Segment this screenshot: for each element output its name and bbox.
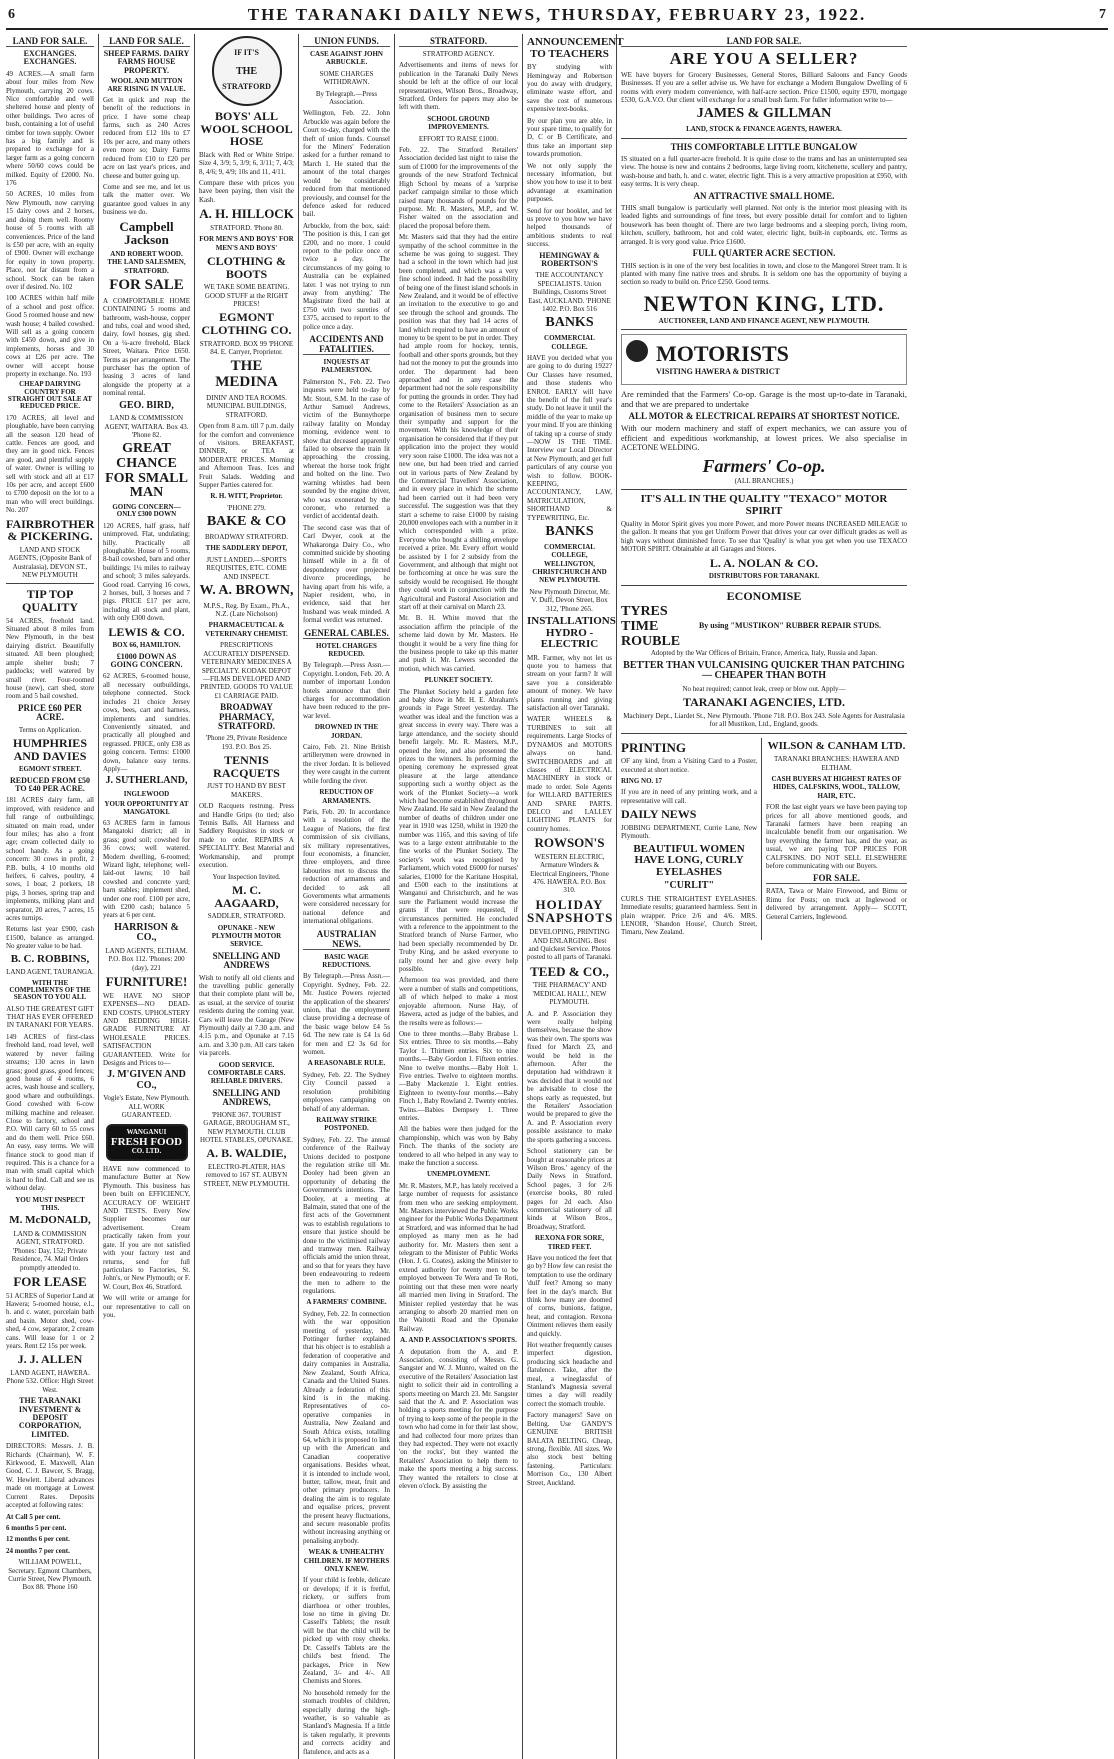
campbell-sub: AND ROBERT WOOD. THE LAND SALESMEN, STRATFORD.: [107, 249, 186, 275]
unemployment-heading: UNEMPLOYMENT.: [426, 1170, 491, 1179]
plunket-para-3: All the babies were then judged for the championship, which was won by Baby Finch. The thanks of the society are tendered to all who helped in any way to make the function a success.: [399, 1125, 518, 1167]
medina-heading: THE MEDINA: [215, 358, 278, 391]
plunket-heading: PLUNKET SOCIETY.: [424, 676, 493, 685]
mgiven-sub: Vogle's Estate, New Plymouth. ALL WORK GUARANTEED.: [103, 1094, 190, 1120]
egmont-clothing-sub: STRATFORD. BOX 99 'PHONE 84. E. Carryer, Proprietor.: [199, 339, 294, 357]
great-chance-heading: GREAT CHANCE FOR SMALL MAN: [105, 441, 188, 501]
plunket-para-1: The Plunket Society held a garden fete and baby show in Mr. H. E. Abraham's grounds in Page Street yesterday. The weather was ideal and the function was a great success in every way. There was a large attendance, and the society should benefit largely. Mr. R. Masters, M.P., opened the fete, and also presented the prizes to the winners. In performing the opening ceremony he expressed great pleasure at the large attendance supporting such a worthy object as the work of the Plunket Society—a work which had become established throughout New Zealand. He said in New Zealand the number of deaths of children under one year in 1910 was 1250, whilst in 1920 the number was 1165, and this saving of life was to a large extent attributable to the fine works of the Plunket Society. The society's work was recognised by Parliament, which voted £6000 for nurses' salaries, £1000 for the Karitane Hospital, and £500 each to the institutions at Wanganui and Christchurch, and he was sure the Parliament would increase the grants if that were requested, if circumstances permitted. He concluded with a reference to the appointment to the Stratford branch of Nurse Farmer, who had been specially recommended by Dr. Truby King, and he asked everyone to rally round her and give every help possible.: [399, 687, 518, 974]
fairbrother-name: FAIRBROTHER & PICKERING.: [6, 516, 95, 544]
small-home-heading: AN ATTRACTIVE SMALL HOME.: [693, 190, 835, 201]
price-line: PRICE £60 PER ACRE.: [17, 702, 82, 723]
arbuckle-para-2: Arbuckle, from the box, said: 'The position is this, I can get £200, and no more. I could report to the police once or twice a day. The circumstances of my going to Australia can be explained later. I was not trying to run away from anything.' The Magistrate fixed the bail at £750 with two sureties of £375, accused to report to the police once a day.: [303, 221, 390, 331]
logo-text-top: IF IT'S: [234, 48, 259, 57]
belting-text: Factory managers! Save on Belting. Use GANDY'S GENUINE BRITISH BALATA BELTING. Cheap, strong, flexible. All sizes. We also stock best belting fastening. Particulars: Morrison Co., 130 Albert Street, Auckland.: [527, 1411, 612, 1487]
nolan-name: L. A. NOLAN & CO.: [709, 555, 819, 570]
bake-heading: BAKE & CO: [206, 514, 287, 530]
reduced-heading: REDUCED FROM £50 TO £40 PER ACRE.: [10, 775, 90, 793]
magnesia-text: No household remedy for the stomach troubles of children, especially during the high-weather, is so valuable as Stanland's Magnesia. If a little is taken regularly, it prevents and corrects acidity and flatulence, and acts as a: [303, 1688, 390, 1756]
divider: [621, 733, 907, 734]
directors-text: DIRECTORS: Messrs. J. B. Richards (Chairman), W. F. Kirkwood, E. Maxwell, Alan Good, C. J. Bawcer, S. Bragg, W. Hewlett. Liberal advances made on mortgage at Lowest Current Rates. Deposits accepted at following rates:: [6, 1442, 94, 1510]
motorists-sub: VISITING HAWERA & DISTRICT: [656, 367, 780, 377]
effort-heading: EFFORT TO RAISE £1000.: [418, 134, 499, 143]
reductions-text: Get in quick and reap the benefit of the reductions in price. I have some cheap farms, such as 240 Acres reduced from £12 10s to £7 10s per acre, and many others even more so; Dairy Farms reduced from £10 to £20 per acre on last year's prices, and cheese and butter going up.: [103, 95, 190, 180]
motorists-ad: [621, 334, 907, 384]
wilson-canham-text: FOR the last eight years we have been paying top prices for all above mentioned goods, and Taranaki farmers have been reaping an incalculable benefit from our organisation. We buy everything the farmer has, and the year, as usual, we are paying TOP PRICES FOR CALFSKINS. DO NOT SELL ELSEWHERE before communicating with our Buyers.: [766, 803, 907, 870]
sutherland-name: J. SUTHERLAND,: [105, 775, 188, 787]
weak-children-text: If your child is feeble, delicate or develops; if it is fretful, rickety, or suffers from diarrhoea or other troubles, lose no time in giving Dr. Cassell's Tablets; the result will be that the child will be picked up with rosy cheeks. Dr. Cassell's Tablets are the child's best friend. The packages, Price in New Zealand, 3/- and 4/-. All Chemists and Stores.: [303, 1576, 390, 1686]
holiday-snapshots-heading: HOLIDAY SNAPSHOTS: [527, 896, 614, 926]
newton-king-sub: AUCTIONEER, LAND AND FINANCE AGENT, NEW PLYMOUTH.: [658, 316, 870, 325]
broadway-pharmacy: BROADWAY PHARMACY, STRATFORD.: [217, 702, 276, 732]
allen-name: J. J. ALLEN: [17, 1352, 83, 1367]
ad-63-acres: 63 ACRES farm in famous Mangatoki district; all in grass; good soil; cowshed for 36 cows; well watered. Modern dwelling, 6-roomed; Wizard light, telephone; well-laid-out lawns; 10 bail cowshed and concrete yard; barn stables; implement shed, under one roof. £100 per acre, with £200 cash; balance 5 years at 6 per cent.: [103, 818, 190, 920]
waldie-name: A. B. WALDIE,: [206, 1146, 287, 1161]
exchanges-heading: EXCHANGES. EXCHANGES.: [23, 49, 77, 67]
rate-1: At Call 5 per cent.: [6, 1512, 61, 1521]
concern-heading: £1000 DOWN AS GOING CONCERN.: [110, 651, 183, 670]
teachers-para-3: We not only supply the necessary information, but show you how to use it to best advantage at examination purposes.: [527, 161, 612, 204]
broadway-sub: 'Phone 29, Private Residence 193. P.O. Box 25.: [205, 734, 288, 751]
arbuckle-para-1: Wellington, Feb. 22. John Arbuckle was again before the Court to-day, charged with the theft of union funds. Counsel for the Miners' Federation asked for a further remand to March 1. He stated that the amount of the total charges would be considerably reduced from that mentioned previously, and counsel for the defence asked for reduced bail.: [303, 109, 390, 219]
hot-weather-text: Hot weather frequently causes imperfect digestion, producing sick headache and flatulence. Take, after the meal, a wineglassful of Stanland's Magnesia several times a day will readily correct the stomach trouble.: [527, 1341, 612, 1408]
for-lease-heading: FOR LEASE: [13, 1274, 87, 1289]
tip-top-heading: TIP TOP QUALITY: [21, 587, 78, 615]
quarter-acre-heading: FULL QUARTER ACRE SECTION.: [692, 248, 836, 259]
banks-text: HAVE you decided what you are going to do during 1922? Our Classes have resumed, and those students who ENROL EARLY will have the benefit of the full year's study. Do not leave it until the middle of the year to make up your mind. If you are thinking of taking up a course of study—NOW IS THE TIME. Interview our Local Director at New Plymouth, and get full particulars of any course you wish to follow. BOOK-KEEPING, ACCOUNTANCY, LAW, MATRICULATION, SHORTHAND & TYPEWRITING, Etc.: [527, 353, 612, 522]
ad-49-acres: 49 ACRES.—A small farm about four miles from New Plymouth, carrying 20 cows. Nice comfortable and well sheltered house and plenty of other buildings. Two acres of bush, containing a lot of useful timber for town supply. Owner has a big family and is prepared to exchange for a larger farm as a going concern where 50/60 cows could be milked. Equity of £2000. No. 176: [6, 69, 94, 188]
banks-director: New Plymouth Director, Mr. V. Duff, Devon Street, Box 312, 'Phone 265.: [529, 587, 610, 613]
powell-secretary: WILLIAM POWELL, Secretary. Egmont Chambers, Currie Street, New Plymouth. Box 88. 'Phone 160: [8, 1558, 92, 1592]
inspection-line: Your Inspection Invited.: [212, 872, 281, 881]
opunake-heading: OPUNAKE - NEW PLYMOUTH MOTOR SERVICE.: [211, 923, 282, 949]
armaments-text: Paris, Feb. 20. In accordance with a resolution of the League of Nations, the first commission of six civilians, six military representatives, four economists, a financier, three employers, and three labourites met to discuss the reduction of armaments and decided to ask all Governments what armaments were considered necessary for national defence and international obligations.: [303, 807, 390, 926]
taranaki-agencies-sub: Machinery Dept., Liardet St., New Plymouth. 'Phone 718. P.O. Box 243. Sole Agents for Australasia for all Mustikon, Ltd., England, goods.: [623, 711, 905, 729]
charges-heading: SOME CHARGES WITHDRAWN.: [319, 69, 374, 87]
good-service: GOOD SERVICE. COMFORTABLE CARS. RELIABLE DRIVERS.: [207, 1060, 286, 1086]
rexona-text: Have you noticed the feet that go by? How few can resist the temptation to use the ordinary 'dull' feet? Among so many feet in the day's march. But think how many are doomed of corns, bunions, fatigue, heat, and contagion. Rexona Ointment relieves them easily and quickly.: [527, 1253, 612, 1338]
tyres-time-rouble: TYRES TIME ROUBLE: [621, 604, 681, 649]
masthead: [6, 4, 1108, 30]
compare-prices: Compare these with prices you have been paying, then visit the Kash.: [199, 179, 294, 204]
no-heat-text: No heat required; cannot leak, creep or blow out. Apply—: [682, 684, 846, 693]
motor-service-text: Wish to notify all old clients and the travelling public generally that their complete plant will be, as usual, at the service of tourist residents during the coming year. Cars will leave the Garage (New Plymouth) daily at 7.30 a.m. and 4.15 p.m., and Opunake at 7.15 a.m. and 3.30 p.m. All cars taken via parcels.: [199, 973, 294, 1058]
school-para-2: Mr. Masters said that they had the entire sympathy of the school committee in the scheme he was going to suggest. They had a school in the town which had just been completed, and which was a very fine school indeed. It had the possibility of being one of the finest island schools in New Zealand, and it would be of effective an invitation to the executive to go and see through the school and grounds. The position was that they had 14 acres of land which required to have an amount of money to be spent to be put in order. They had ample room for hockey, tennis, football and other sports grounds, but they had not the money to put the grounds into order. The department had been approached and in any case the department had not the sole responsibility for putting the grounds in order. They had come to the Retailers' Association as an organisation of business men to secure their sympathy and support for the movement. With his knowledge of their organisation he considered that if they put application into the project they would very soon raise £1000. The idea was not a new one, but had been tried and carried out in various parts of New Zealand by the Commercial Travellers' Association, and in every place in which the scheme had been carried out it had been very successful. The suggestion was that they start a scheme to raise £1000 by raising 20,000 envelopes each with a number in it which corresponded with a prize. Everyone who bought a shilling envelope received a prize. Mr. Every effort would be assisted by 1 for 2 subsidy from the Government, and although that might not be forthcoming at once he was sure the subsidy would be recognised. He thought they could work in conjunction with the Agricultural and Pastoral Association and start off at their carnival on March 23.: [399, 233, 518, 611]
wilson-canham-sub: TARANAKI BRANCHES: HAWERA AND ELTHAM.: [773, 755, 900, 772]
egmont-street: EGMONT STREET.: [18, 765, 82, 774]
agency-text: Advertisements and items of news for publication in the Taranaki Daily News should be left at the office of our local representatives, Wilson Bros., Broadway, Stratford. Orders for papers may also be left with them.: [399, 61, 518, 112]
hemingway-name: HEMINGWAY & ROBERTSON'S: [539, 250, 600, 269]
campbell-jackson-name: Campbell Jackson: [119, 218, 174, 248]
teachers-para-2: By our plan you are able, in your spare time, to qualify for D, C or B Certificate, and thus take an important step towards promotion.: [527, 116, 612, 159]
aagaard-sub: SADDLER, STRATFORD.: [207, 912, 286, 921]
james-gillman-name: JAMES & GILLMAN: [696, 106, 832, 122]
lewis-name: LEWIS & CO.: [108, 624, 185, 639]
stationery-text: School stationery can be bought at reasonable prices at Wilson Bros.' agency of the Daily News in Stratford. School pages, 3 for 2/6 (exercise books, 80 ruled pages for 2d each. Also commercial stationery of all kinds at Wilson Bros., Broadway, Stratford.: [527, 1147, 612, 1231]
teed-name: TEED & CO.,: [530, 963, 609, 979]
clothing-boots-heading: CLOTHING & BOOTS: [206, 254, 286, 281]
rowson-sub: WESTERN ELECTRIC, Armature Winders & Electrical Engineers, 'Phone 476. HAWERA. P.O. Box 310.: [530, 852, 609, 895]
drowned-heading: DROWNED IN THE JORDAN.: [314, 723, 379, 740]
egmont-clothing-name: EGMONT CLOTHING CO.: [201, 310, 292, 338]
furniture-text: WE HAVE NO SHOP EXPENSES—NO DEAD-END COSTS. UPHOLSTERY AND BEDDING HIGH-GRADE FURNITURE AT WHOLESALE PRICES. SATISFACTION GUARANTEED. Write for Designs and Prices to—: [103, 991, 190, 1067]
plunket-para-2: Afternoon tea was provided, and there were a number of stalls and competitions, all of which helped to make a most enjoyable afternoon. Nurse Hay, of Hawera, acted as judge of the babies, and the results were as follows:—: [399, 976, 518, 1027]
reasonable-heading: A REASONABLE RULE.: [307, 1059, 386, 1068]
for-sale-heading: FOR SALE: [109, 277, 184, 294]
daily-news-sub: JOBBING DEPARTMENT, Currie Lane, New Plymouth.: [621, 823, 757, 841]
harrison-sub: LAND AGENTS, ELTHAM. P.O. Box 112. 'Phones: 200 (day), 221: [105, 946, 188, 972]
medina-sub: DININ' AND TEA ROOMS. MUNICIPAL BUILDINGS, STRATFORD.: [206, 393, 287, 419]
curlit-text: CURLS THE STRAIGHTEST EYELASHES. Immediate results; guaranteed harmless. Sent in plain wrapper. Price 2/6 and 4/6. MRS. LENOIR, 'Shandon House', Church Street, Timaru, New Zealand.: [621, 894, 757, 937]
allen-sub: LAND AGENT, HAWERA. Phone 532. Office: High Street West.: [6, 1369, 94, 1394]
drowned-text: Cairo, Feb. 21. Nine British artillerymen were drowned in the river Jordan. It is believed they were caught in the current while fording the river.: [303, 743, 390, 785]
strike-text: Sydney, Feb. 22. The annual conference of the Railway Unions decided to postpone the regulation strike till Mr. Dooley had been given an opportunity of debating the Government's intentions. The Dooley, at a meeting at Balmain, stated that one of the first acts of the Government was to establish regulations to ensure that justice should be done to the victimised railway and tramway men. Railway officials amid the union threat, and so that for years they have been endeavouring to redeem the men to adhere to the regulations.: [303, 1135, 390, 1296]
printing-text-2: If you are in need of any printing work, and a representative will call.: [621, 788, 757, 805]
hotel-heading: HOTEL CHARGES REDUCED.: [316, 641, 377, 658]
representative-text: We will write or arrange for our representative to call on you.: [103, 1294, 190, 1319]
robbins-sub: LAND AGENT, TAURANGA.: [6, 968, 94, 977]
hillock-sub: STRATFORD. 'Phone 80.: [210, 223, 283, 232]
rate-2: 6 months 5 per cent.: [6, 1523, 67, 1532]
lewis-sub: BOX 66, HAMILTON.: [112, 641, 181, 650]
terms-line: Terms on Application.: [18, 725, 82, 734]
saddlery-depot: THE SADDLERY DEPOT,: [205, 544, 288, 553]
stratford-kash-logo: [212, 36, 282, 106]
brown-name: W. A. BROWN,: [199, 582, 294, 598]
racquets-text: OLD Racquets restrung. Press and Handle Grips (to tied; also Tennis Balls. All Harness and Saddlery Requisites in stock or made to order. REPAIRS A SPECIALITY. Best Material and Workmanship, and prompt execution.: [199, 802, 294, 870]
hillock-name: A. H. HILLOCK: [199, 206, 294, 222]
harrison-name: HARRISON & CO.,: [114, 921, 179, 944]
col1-header: LAND FOR SALE.: [6, 36, 94, 47]
ad-149-acres: 149 ACRES of first-class freehold land, road level, well watered by never failing streams; 130 acres in lawn grass; good grass, good fences; good house of 4 rooms, 6 acres, wash house and scullery, good whare and outbuildings. Good cowshed with 6-cow milking machine and releaser. Close to factory, school and P.O. Will carry 60 to 55 cows and do them well. Price £60. An easy, easy terms. We will finance stock to good man if required. This is a chance for a man with small capital which is hard to find. Call and see us without delay.: [6, 1032, 94, 1193]
bottom-split: [621, 738, 907, 940]
ap-association-text: A. and P. Association they were really helping themselves, because the show was their own. The sports was fixed for March 23, and would be held in the afternoon. After the deputation had withdrawn it was decided that it would not be advisable to close the shops early as requested, but the Retailers' Association would be prepared to give the A. and P. Association every possible assistance to make the sports gathering a success.: [527, 1009, 612, 1144]
car-icon: [626, 340, 648, 362]
ad-100-acres: 100 ACRES within half mile of a school and post office. Good 5 roomed house and new wash house; 4 bailed cowshed. Will sell as a going concern with £450 down, and give in implements, horses and 30 cows at £26 per acre. The owner will accept house property in exchange. No. 193: [6, 294, 94, 378]
wilson-canham-section: [766, 738, 907, 940]
firewood-text: RATA, Tawa or Maire Firewood, and Bimu or Rimu for Posts; on truck at Inglewood or delivered by arrangement. Apply— SCOTT, General Carriers, Inglewood.: [766, 887, 907, 921]
sports-requisites: JUST LANDED.—SPORTS REQUISITES, ETC. COME AND INSPECT.: [206, 555, 287, 581]
installations-para-1: MR. Farmer, why not let us quote you to harness that stream on your farm? It will save you a considerable amount of money. We have plants running and giving satisfaction all over Taranaki.: [527, 653, 612, 713]
announcement-heading: ANNOUNCEMENT TO TEACHERS: [527, 36, 624, 60]
columns-7-8: [621, 34, 911, 1759]
ad-181-acres: 181 ACRES dairy farm, all improved, with residence and full range of outbuildings; situated on main road, under four miles; has also a front age; cream collected daily to school handy. As a going concern: 30 cows in profit, 2 P.B. bulls, 4 10 months old heifers, 6 calves, poultry, 4 sows, 1 boar, 2 porkers, 18 pigs, 3 horses, spring trap and implements, milking plant and separator, 20 acres, 7 acres, 15 acres turnips.: [6, 796, 94, 923]
small-home-text: THIS small bungalow is particularly well planned. Not only is the interior most pleasing with its leaded lights and surroundings of fine trees, but every possible detail for comfort and to lighten housework has been thought of. There are two large bedrooms and a sleeping porch, living room, kitchen, scullery, bathroom, hot and cold water, electric light, built-in cupboards, etc. Terms as arranged. It is very good value. Price £1600.: [621, 204, 907, 246]
humphries-name: HUMPHRIES AND DAVIES: [12, 736, 87, 763]
going-concern-heading: GOING CONCERN—ONLY £300 DOWN: [112, 503, 181, 519]
school-para-1: Feb. 22. The Stratford Retailers' Association decided last night to raise the sum of £1000 for the improvements of the grounds of the new Stratford Technical High School by means of a 'surprise packet' campaign similar to those which raised many thousands of pounds for the purpose. Mr. R. Masters, M.P., and W. Fisher waited on the association and placed the proposal before them.: [399, 146, 518, 230]
teachers-para-4: Send for our booklet, and let us prove to you how we have helped thousands of ambitious students to real success.: [527, 206, 612, 249]
columns: [6, 34, 1108, 1756]
aagaard-name: M. C. AAGAARD,: [214, 882, 279, 910]
banks-sub-2: COMMERCIAL COLLEGE, WELLINGTON, CHRISTCHURCH AND NEW PLYMOUTH.: [532, 542, 607, 585]
teed-sub: 'THE PHARMACY' AND 'MEDICAL HALL', NEW PLYMOUTH.: [532, 981, 607, 1007]
clothing-sub: WE TAKE SOME BEATING. GOOD STUFF at the RIGHT PRICES!: [203, 283, 290, 309]
quarter-acre-text: THIS section is in one of the very best localities in town, and close to the Mangorei Street tram. It is planted with many fine native trees and shrubs. It is seldom one has the opportunity of buying a section so ready to build on. Price £250. Good terms.: [621, 261, 907, 287]
inquests-para-1: Palmerston N., Feb. 22. Two inquests were held to-day by Mr. Stout, S.M. In the case of Arthur Samuel Andrews, victim of the Bunnythorpe railway fatality on Monday morning, evidence went to show that deceased apparently failed to observe the train lit approaching the crossing, whereat the horse took fright and bolted on the line. Two warning whistles had been sounded by the engine driver, who was exonerated by the coroner, who returned a verdict of accidental death.: [303, 377, 390, 521]
column-6: [527, 34, 624, 1759]
printing-heading: PRINTING: [621, 739, 687, 755]
cheap-dairying-heading: CHEAP DAIRYING COUNTRY FOR STRAIGHT OUT SALE AT REDUCED PRICE.: [7, 380, 93, 411]
logo-bottom-text: CO. LTD.: [131, 1147, 162, 1156]
nolan-sub: DISTRIBUTORS FOR TARANAKI.: [708, 572, 820, 581]
banks-heading-1: BANKS: [545, 315, 594, 331]
hemingway-sub: THE ACCOUNTANCY SPECIALISTS. Union Buildings, Customs Street East, AUCKLAND. 'PHONE 1402. P.O. Box 516: [528, 271, 611, 314]
bake-sub: BROADWAY STRATFORD.: [204, 532, 289, 541]
bird-sub: LAND & COMMISSION AGENT, WAITARA. Box 43. 'Phone 82.: [104, 414, 189, 439]
inquests-heading: INQUESTS AT PALMERSTON.: [321, 358, 372, 375]
come-see-text: Come and see me, and let us talk the matter over. We guarantee good values in any business we do.: [103, 182, 190, 217]
logo-top-text: WANGANUI: [126, 1127, 167, 1136]
ad-120-acres: 120 ACRES, half grass, half unimproved. Flat, undulating; hilly. Practically all ploughable. House of 5 rooms, 8-bail cowshed, barn and other buildings; 1¼ miles to railway and school; 3 miles saleyards. Good road. Carrying 16 cows, 2 horses, bull, 3 horses and 7 pigs. PRICE £17 per acre, including all stock and plant, with only £300 down.: [103, 521, 190, 623]
sports-heading: A. AND P. ASSOCIATION'S SPORTS.: [400, 1336, 517, 1345]
union-funds-heading: UNION FUNDS.: [303, 36, 390, 47]
teachers-para-1: BY studying with Hemingway and Robertson you do away with drudgery, eliminate waste effort, and save the cost of numerous expensive text-books.: [527, 63, 612, 114]
mustikon-text: By using "MUSTIKON" RUBBER REPAIR STUDS.: [698, 620, 882, 630]
furniture-heading: FURNITURE!: [105, 974, 188, 990]
mgiven-name: J. M'GIVEN AND CO.,: [107, 1069, 186, 1091]
col2-header: LAND FOR SALE.: [103, 36, 190, 47]
brown-sub: M.P.S., Reg. By Exam., Ph.A., N.Z. (Late Nicholson): [203, 601, 290, 619]
better-than-heading: BETTER THAN VULCANISING QUICKER THAN PATCHING — CHEAPER THAN BOTH: [623, 659, 905, 682]
ad-54-acres: 54 ACRES, freehold land. Situated about 8 miles from New Plymouth, in the best dairying district. Beautifully situated. All been ploughed; ample shelter bush; 7 paddocks; well watered by small river. Four-roomed house (new), cart shed, store room and 5 bail cowshed.: [6, 616, 94, 701]
ad-170-acres: 170 ACRES, all level and ploughable, have been carrying all the season 120 head of cattle. Fences are good, and they are in good nick. Fences are good, and plentiful supply of water. Owner is willing to sell with stock and all at £17 10s per acre, and accept £600 to £700 deposit on the lot to a man who will erect buildings. No. 207: [6, 413, 94, 515]
inquests-para-2: The second case was that of Carl Dwyer, cook at the Whakaronga Dairy Co., who committed suicide by shooting himself while in a fit of despondency over projected divorce proceedings, he having apart from his wife, a Napier resident, who, in evidence, said that her husband was weak minded. A formal verdict was returned.: [303, 523, 390, 625]
school-ground-heading: SCHOOL GROUND IMPROVEMENTS.: [427, 114, 490, 132]
weak-children-heading: WEAK & UNHEALTHY CHILDREN. IF MOTHERS ONLY KNEW.: [303, 1548, 390, 1574]
wage-text: By Telegraph.—Press Assn.—Copyright. Sydney, Feb. 22. Mr. Justice Powers rejected the application of the shearers' union, that the employment clause providing a decrease of the basic wage below £4 5s 6d. The new rate is £4 1s 6d for men and £2 3s 6d for women.: [303, 972, 390, 1057]
case-heading: CASE AGAINST JOHN ARBUCKLE.: [309, 50, 383, 67]
by-telegraph: By Telegraph.—Press Association.: [315, 89, 378, 107]
hotel-text: By Telegraph.—Press Assn.—Copyright. London, Feb. 20. A number of important London hotels announce that their charges for accommodation have been reduced to the pre-war level.: [303, 661, 390, 720]
strike-heading: RAILWAY STRIKE POSTPONED.: [316, 1115, 377, 1133]
butter-text: HAVE now commenced to manufacture Butter at New Plymouth. This business has been built on EFFICIENCY, ACCURACY OF WEIGHT AND TESTS. Every New Supplier becomes our advertisement. Cream practically taken from your gate. If you are not satisfied with your factory test and returns, send for full particulars to Factories, St. John's, or New Plymouth; or F. W. Court, Box 46, Stratford.: [103, 1165, 190, 1291]
seller-text: WE have buyers for Grocery Businesses, General Stores, Billiard Saloons and Fancy Goods Businesses. If you are a seller advise us. We have for exchange a Modern Bungalow Dwelling of 6 rooms with every modern convenience, with half-acre section. Price £1500, equity £970, mortgage £530, G.A.V.O. Our client will exchange for a small bush farm. For fuller information write to—: [621, 70, 907, 105]
reasonable-text: Sydney, Feb. 22. The Sydney City Council passed a resolution prohibiting employees campaigning on behalf of any alderman.: [303, 1070, 390, 1113]
bungalow-text: IS situated on a full quarter-acre freehold. It is quite close to the trams and has an uninterrupted sea view. The house is new and contains 2 bedrooms, large living room, kitchenette, scullery and pantry, wash-house and bath, h. and c. water, electric light. This is a very attractive proposition at £950, with easy terms. It is very cheap.: [621, 155, 907, 189]
armaments-heading: REDUCTION OF ARMAMENTS.: [319, 788, 374, 805]
accidents-heading: ACCIDENTS AND FATALITIES.: [303, 334, 390, 355]
cash-buyers: CASH BUYERS AT HIGHEST RATES OF HIDES, CALFSKINS, WOOL, TALLOW, HAIR, ETC.: [771, 774, 902, 800]
snapshots-text: DEVELOPING, PRINTING AND ENLARGING. Best and Quickest Service. Photos posted to all parts of Taranaki.: [527, 928, 612, 962]
column-1: [6, 34, 99, 1759]
beautiful-heading: BEAUTIFUL WOMEN HAVE LONG, CURLY EYELASHES: [633, 842, 745, 878]
logo-text-mid: THE: [235, 66, 258, 77]
combine-text: Sydney, Feb. 22. In connection with the war opposition meeting of yesterday, Mr. Pottinger further explained that his object is to establish a federation of cooperative and dairy companies in Australia, New Zealand, South Africa, Canada and the United States. Already a federation of this kind is in the making. Representatives of co-operative companies in Australia, New Zealand and South Africa exists, totalling 64, which it is proposed to link up with the American and Canadian cooperative organisations. Besides wheat, it is intended to include wool, butter, tallow, meat, fruit and other primary producers. In dealing the aim is to regulate and equalise prices, prevent the present heavy fluctuations, and secure reasonable profits without increasing anything or penalising anybody.: [303, 1309, 390, 1545]
medina-text: Open from 8 a.m. till 7 p.m. daily for the comfort and convenience of visitors. BREAKFAST, DINNER, or TEA at MODERATE PRICES. Morning and Afternoon Teas. Ices and Fruit Salads. Wedding and Supper Parties catered for.: [199, 422, 294, 490]
ad-51-acres: 51 ACRES of Superior Land at Hawera; 5-roomed house, e.l., h. and c. water, porcelain bath and basin. Motor shed, cow-shed, 4 cow, separator, 2 cream cans. Will lease for 1 or 2 years. Rent £2 15s per week.: [6, 1291, 94, 1351]
repairs-text: With our modern machinery and staff of expert mechanics, we can assure you of efficient and expeditious workmanship, at lowest prices. We also specialise in ACETONE WELDING.: [621, 424, 907, 453]
investment-heading: THE TARANAKI INVESTMENT & DEPOSIT CORPORATION, LIMITED.: [18, 1396, 82, 1439]
column-4: [303, 34, 395, 1759]
installations-heading: INSTALLATIONS HYDRO - ELECTRIC: [527, 615, 616, 651]
logo-main-text: FRESH FOOD: [110, 1136, 183, 1149]
sutherland-sub: INGLEWOOD: [123, 789, 170, 798]
column-2: [103, 34, 195, 1759]
hose-sizes: Black with Red or White Stripe. Size 4, 3/9; 5, 3/9; 6, 3/11; 7, 4/3; 8, 4/6; 9, 4/9; 10s and 11, 4/11.: [199, 150, 294, 176]
greatest-gift: ALSO THE GREATEST GIFT THAT HAS EVER OFFERED IN TARANAKI FOR YEARS.: [6, 1004, 94, 1030]
divider: [621, 329, 907, 330]
pharm-text: PRESCRIPTIONS ACCURATELY DISPENSED. VETERINARY MEDICINES A SPECIALTY. KODAK DEPOT—FILMS DEVELOPED AND PRINTED. GOODS TO VALUE £1 CARRIAGE PAID.: [200, 641, 293, 700]
divider: [6, 583, 94, 584]
rate-3: 12 months 6 per cent.: [6, 1535, 70, 1544]
tennis-heading: TENNIS RACQUETS: [213, 753, 280, 780]
rexona-heading: REXONA FOR SORE, TIRED FEET.: [534, 1234, 605, 1251]
school-para-3: Mr. B. H. White moved that the association affirm the principle of the scheme laid down by Mr. Masters. He thought it would be a very fine thing for the business people to take up this matter and push it. Mr. Lewers seconded the motion, which was carried.: [399, 614, 518, 673]
wage-heading: BASIC WAGE REDUCTIONS.: [322, 952, 371, 969]
comfortable-home-text: A COMFORTABLE HOME CONTAINING 5 rooms and bathroom, wash-house, copper and tubs, coal and wood shed, dairy, fowl houses, gig shed. On a ¼-acre freehold, Black Street, Waitara. Price £650. Terms as per arrangement. The purchaser has the option of leasing 3 acres of land alongside the property at a nominal rental.: [103, 296, 190, 398]
sheep-farms-heading: SHEEP FARMS. DAIRY FARMS HOUSE PROPERTY.: [103, 49, 190, 75]
repairs-heading: ALL MOTOR & ELECTRICAL REPAIRS AT SHORTEST NOTICE.: [628, 410, 900, 421]
farmers-coop-sub: (ALL BRANCHES.): [734, 476, 794, 485]
school-hose-heading: BOYS' ALL WOOL SCHOOL HOSE: [200, 109, 293, 149]
war-offices-text: Adopted by the War Offices of Britain, France, America, Italy, Russia and Japan.: [650, 649, 878, 658]
agency-heading: STRATFORD AGENCY.: [422, 50, 495, 58]
daily-news-heading: DAILY NEWS: [621, 807, 697, 822]
witt-phone: 'PHONE 279.: [227, 503, 266, 512]
divider: [621, 138, 907, 139]
logo-text-bottom: STRATFORD: [222, 82, 271, 91]
wilson-canham-name: WILSON & CANHAM LTD.: [767, 739, 906, 752]
divider: [621, 585, 907, 586]
snelling-sub: 'PHONE 367. TOURIST GARAGE, BROUGHAM ST., NEW PLYMOUTH. CLUB HOTEL STABLES, OPUNAKE.: [200, 1110, 293, 1144]
tennis-sub: JUST TO HAND BY BEST MAKERS.: [207, 782, 286, 799]
bird-name: GEO. BIRD,: [119, 399, 174, 411]
unemployment-text: Mr. R. Masters, M.P., has lately received a large number of requests for assistance from men who are seeking employment. Mr. Masters interviewed the Public Works engineer for the Public Works Department at Stratford, and was informed that he had employed as many men as he had authority for. Mr. Masters then sent a telegram to the Minister of Public Works (Hon. J. G. Coates), asking the Minister to extend authority for twenty men to be employed between Te Wera and Te Roti, pointing out that these men were nearly all married men living in Stratford. The Minister replied yesterday that he was arranging to absorb 20 married men on the Waitotii Road and the Opunake Railway.: [399, 1181, 518, 1333]
bungalow-heading: THIS COMFORTABLE LITTLE BUNGALOW: [670, 141, 858, 152]
ad-50-acres: 50 ACRES, 10 miles from New Plymouth, now carrying 15 dairy cows and 2 horses, and doing them well. Roomy house of 5 rooms with all conveniences. Price of the land is £50 per acre, with an equity of £900. Owner will exchange for equity in town property. Place, not far distant from a school. Stock can be taken over if desired. No. 102: [6, 190, 94, 291]
sports-text: A deputation from the A. and P. Association, consisting of Messrs. G. Sangster and W. J. Munro, waited on the executive of the Retailers' Association last night to solicit their aid in controlling a sports meeting on March 23. Mr. Sangster said that the A. and P. Association was holding a sports meeting for the purpose of trying to keep some of the people in the town who had come in for their last show, and had collected four more prizes than they had expected. They were not exactly 'on the rocks', but they wanted the Retailers' Association to help them to make the sports meeting a big success. They wanted the retailers to close at eleven o'clock. By assisting the: [399, 1347, 518, 1491]
motorists-text: Are reminded that the Farmers' Co-op. Garage is the most up-to-date in Taranaki, and that we are prepared to undertake: [621, 388, 907, 409]
economise-heading: ECONOMISE: [726, 588, 802, 603]
rowson-name: ROWSON'S: [534, 835, 605, 851]
compliments-heading: WITH THE COMPLIMENTS OF THE SEASON TO YOU ALL: [9, 978, 91, 1002]
curlit-name: "CURLIT": [664, 880, 714, 892]
banks-sub-1: COMMERCIAL COLLEGE.: [544, 334, 595, 351]
printing-section: [621, 738, 762, 940]
for-men-boys: FOR MEN'S AND BOYS' FOR MEN'S AND BOYS': [199, 235, 294, 252]
james-gillman-sub: LAND, STOCK & FINANCE AGENTS, HAWERA.: [686, 125, 842, 134]
wanganui-fresh-food-logo: [106, 1124, 188, 1161]
seller-heading: ARE YOU A SELLER?: [669, 49, 859, 68]
firewood-heading: FOR SALE.: [766, 873, 907, 884]
page-number-left: 6: [8, 7, 15, 22]
column-5: [399, 34, 523, 1759]
robbins-name: B. C. ROBBINS,: [10, 952, 90, 965]
col7-header: LAND FOR SALE.: [621, 36, 907, 47]
witt-name: R. H. WITT, Proprietor.: [210, 492, 283, 501]
opportunity-heading: YOUR OPPORTUNITY AT MANGATOKI.: [104, 800, 189, 816]
farmers-coop-name: Farmers' Co-op.: [702, 455, 826, 476]
divider: [621, 489, 907, 490]
mcdonald-sub: LAND & COMMISSION AGENT, STRATFORD. 'Phones: Day, 152; Private Residence, 74. Mail Orders promptly attended to.: [11, 1229, 89, 1272]
ring-number: RING NO. 17: [621, 777, 663, 786]
snelling-name: SNELLING AND ANDREWS,: [212, 1087, 281, 1108]
motorists-heading: MOTORISTS: [656, 341, 789, 367]
pharm-heading: PHARMACEUTICAL & VETERINARY CHEMIST.: [205, 621, 288, 638]
newspaper-title: THE TARANAKI DAILY NEWS, THURSDAY, FEBRUARY 23, 1922.: [247, 5, 867, 24]
plunket-results: One to three months.—Baby Brabase 1. Six entries. Three to six months.—Baby Taylor 1. Thirteen entries. Six to nine months.—Baby Gordon 1. Fifteen entries. Nine to twelve months.—Baby Holt 1. Five entries. Twelve to eighteen months.—Baby Mackenzie 1. Eight entries. Eighteen to twenty-four months.—Baby Finch 1, Baby Rowland 2. Twenty entries. Twins.—Babies Dempsey 1. Three entries.: [399, 1029, 518, 1122]
banks-heading-2: BANKS: [545, 524, 594, 540]
returns-text: Returns last year £900, cash £1500, balance as arranged. No greater value to be had.: [6, 925, 94, 951]
column-3: [199, 34, 299, 1759]
general-cables-heading: GENERAL CABLES.: [304, 627, 389, 638]
printing-text: OF any kind, from a Visiting Card to a Poster, executed at short notice.: [621, 757, 757, 774]
newton-king-name: NEWTON KING, LTD.: [643, 290, 885, 316]
inspect-line: YOU MUST INSPECT THIS.: [15, 1195, 85, 1213]
mcdonald-name: M. McDONALD,: [9, 1214, 91, 1227]
ad-62-acres: 62 ACRES, 6-roomed house, all necessary outbuildings, telephone connected. Stock includes 21 choice Jersey cows, bees, cart and harness, implements and sundries. Conveniently situated, and practically all ploughed and regrassed. PRICE, only £38 as going concern. Terms: £1000 down, balance easy terms. Apply—: [103, 672, 190, 773]
snelling-heading: SNELLING AND ANDREWS: [212, 950, 281, 971]
texaco-heading: IT'S ALL IN THE QUALITY "TEXACO" MOTOR SPIRIT: [640, 492, 888, 517]
taranaki-agencies-name: TARANAKI AGENCIES, LTD.: [682, 695, 846, 710]
fairbrother-address: LAND AND STOCK AGENTS, (Opposite Bank of Australasia), DEVON ST., NEW PLYMOUTH: [8, 545, 92, 580]
rate-4: 24 months 7 per cent.: [6, 1546, 70, 1555]
installations-para-2: WATER WHEELS & TURBINES to suit all requirements. Large Stocks of DYNAMOS and MOTORS always on hand. SWITCHBOARDS and all classes of ELECTRICAL MACHINERY in stock or made to order. Sole Agents for WILLARD BATTERIES AND SPARE PARTS. DELCO and LALLEY LIGHTING PLANTS for country homes.: [527, 715, 612, 833]
page-number-right: 7: [1099, 7, 1106, 22]
wool-mutton-heading: WOOL AND MUTTON ARE RISING IN VALUE.: [107, 77, 186, 93]
waldie-sub: ELECTRO-PLATER, HAS removed to 167 ST. AUBYN STREET, NEW PLYMOUTH.: [203, 1162, 290, 1188]
combine-heading: A FARMERS' COMBINE.: [306, 1298, 387, 1307]
mustikon-ad: [621, 605, 907, 649]
australian-heading: AUSTRALIAN NEWS.: [303, 929, 390, 950]
texaco-text: Quality in Motor Spirit gives you more Power, and more Power means INCREASED MILEAGE to the gallon. It means that you get Uniform Power that drives your car over difficult grades as well as high ways without diminished force. To see that 'Quality' is what you get when you use TEXACO MOTOR SPIRIT. Obtainable at all Garages and Stores.: [621, 520, 907, 554]
stratford-heading: STRATFORD.: [399, 36, 518, 47]
